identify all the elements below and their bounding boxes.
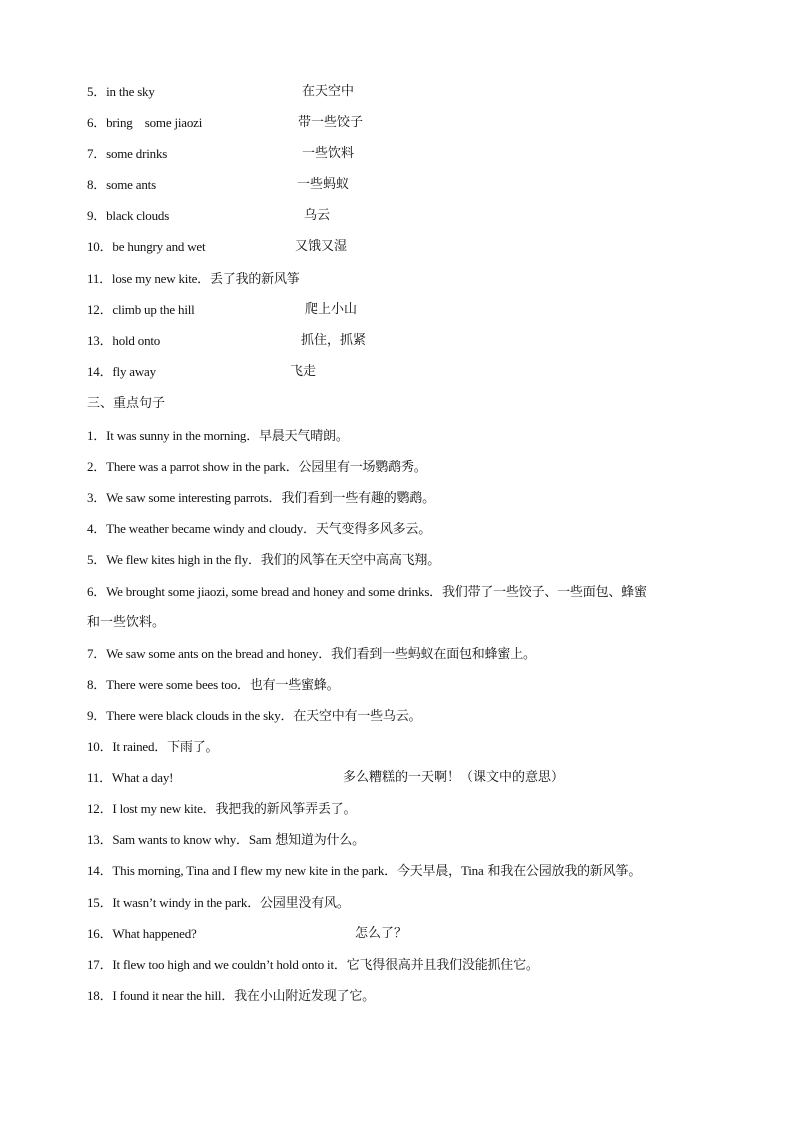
phrase-english: lose my new kite． (111, 271, 210, 286)
phrase-english: black clouds (106, 208, 170, 223)
sentence-item (87, 646, 536, 663)
sentence-english: I found it near the hill． (112, 988, 235, 1003)
sentence-english: What a day! (111, 770, 174, 785)
sentence-english: It was sunny in the morning． (106, 428, 260, 443)
phrase-chinese: 抓住，抓紧 (301, 333, 367, 348)
sentence-item (87, 428, 349, 445)
phrase-english: be hungry and wet (112, 239, 206, 254)
item-number: 9． (87, 708, 107, 723)
sentence-chinese: 我把我的新风筝弄丢了。 (215, 802, 357, 817)
sentence-item (87, 459, 427, 476)
sentence-chinese: 想知道为什么。 (275, 833, 365, 848)
sentence-english: Sam wants to know why．Sam (112, 832, 272, 847)
sentence-english: We brought some jiaozi, some bread and honey and some drinks． (106, 584, 442, 599)
phrase-item (87, 302, 195, 318)
sentence-item (87, 770, 173, 786)
sentence-chinese: 公园里有一场鹦鹉秀。 (298, 460, 427, 475)
sentence-english: We saw some ants on the bread and honey． (106, 646, 331, 661)
sentence-item (87, 708, 421, 725)
item-number: 10． (87, 739, 113, 754)
item-number: 13． (87, 333, 113, 348)
phrase-item (87, 239, 205, 255)
sentence-item (87, 957, 539, 974)
sentence-english: It wasn’t windy in the park． (112, 895, 261, 910)
phrase-chinese: 爬上小山 (305, 302, 358, 317)
item-number: 3． (87, 490, 107, 505)
sentence-chinese: 我们看到一些有趣的鹦鹉。 (281, 491, 435, 506)
phrase-item (87, 333, 160, 349)
item-number: 17． (87, 957, 113, 972)
phrase-item (87, 115, 202, 131)
item-number: 12． (87, 801, 113, 816)
sentence-chinese-continuation: 和一些饮料。 (87, 615, 166, 630)
sentence-english: This morning, Tina and I flew my new kite in the park．今天早晨，Tina (112, 863, 484, 878)
sentence-item (87, 832, 365, 849)
phrase-chinese: 一些蚂蚁 (297, 177, 350, 192)
phrase-item (87, 208, 169, 224)
phrase-english: hold onto (112, 333, 161, 348)
sentence-item (87, 801, 356, 818)
item-number: 5． (87, 84, 107, 99)
sentence-english: It flew too high and we couldn’t hold onto it． (112, 957, 347, 972)
phrase-item (87, 364, 156, 380)
sentence-english: I lost my new kite． (112, 801, 216, 816)
item-number: 7． (87, 646, 107, 661)
item-number: 11． (87, 271, 112, 286)
phrase-chinese: 乌云 (304, 208, 331, 223)
item-number: 6． (87, 584, 107, 599)
sentence-chinese: 公园里没有风。 (260, 896, 350, 911)
phrase-english: climb up the hill (112, 302, 195, 317)
sentence-english: There were black clouds in the sky． (106, 708, 294, 723)
item-number: 7． (87, 146, 107, 161)
sentence-item (87, 863, 641, 880)
sentence-item (87, 490, 435, 507)
phrase-english: in the sky (106, 84, 155, 99)
item-number: 2． (87, 459, 107, 474)
phrase-item (87, 177, 156, 193)
item-number: 16． (87, 926, 113, 941)
sentence-item (87, 584, 647, 601)
sentence-chinese: 下雨了。 (167, 740, 219, 755)
sentence-chinese: 天气变得多风多云。 (315, 522, 432, 537)
item-number: 10． (87, 239, 113, 254)
item-number: 13． (87, 832, 113, 847)
phrase-english: some ants (106, 177, 156, 192)
item-number: 1． (87, 428, 107, 443)
sentence-chinese: 多么糟糕的一天啊！（课文中的意思） (343, 770, 565, 785)
item-number: 8． (87, 177, 107, 192)
sentence-english: There was a parrot show in the park． (106, 459, 299, 474)
sentence-chinese: 也有一些蜜蜂。 (249, 678, 340, 693)
sentence-english: The weather became windy and cloudy． (106, 521, 316, 536)
phrase-chinese: 一些饮料 (302, 146, 355, 161)
phrase-english: fly away (112, 364, 156, 379)
phrase-chinese: 在天空中 (302, 84, 355, 99)
sentence-chinese: 我们带了一些饺子、一些面包、蜂蜜 (441, 585, 647, 600)
phrase-item (87, 84, 155, 100)
item-number: 15． (87, 895, 113, 910)
sentence-item (87, 521, 431, 538)
phrase-english: some drinks (106, 146, 168, 161)
sentence-chinese: 早晨天气晴朗。 (259, 429, 349, 444)
phrase-item (87, 271, 300, 288)
phrase-chinese: 带一些饺子 (298, 115, 364, 130)
sentence-item (87, 988, 375, 1005)
phrase-chinese: 飞走 (290, 364, 317, 379)
sentence-chinese: 我们的风筝在天空中高高飞翔。 (260, 553, 441, 568)
item-number: 14． (87, 863, 113, 878)
item-number: 18． (87, 988, 113, 1003)
item-number: 5． (87, 552, 107, 567)
sentence-chinese: 在天空中有一些乌云。 (293, 709, 422, 724)
item-number: 11． (87, 770, 112, 785)
sentence-chinese: 我们看到一些蚂蚁在面包和蜂蜜上。 (331, 647, 536, 662)
item-number: 8． (87, 677, 107, 692)
item-number: 14． (87, 364, 113, 379)
item-number: 6． (87, 115, 107, 130)
sentence-item (87, 895, 350, 912)
sentence-english: What happened? (112, 926, 197, 941)
sentence-item (87, 552, 440, 569)
sentence-english: There were some bees too． (106, 677, 250, 692)
sentence-chinese: 和我在公园放我的新风筝。 (487, 864, 642, 879)
item-number: 9． (87, 208, 107, 223)
sentence-english: We saw some interesting parrots． (106, 490, 282, 505)
sentence-chinese: 怎么了？ (355, 926, 408, 941)
sentence-item (87, 739, 218, 756)
sentence-item (87, 677, 339, 694)
phrase-item (87, 146, 167, 162)
sentence-chinese: 我在小山附近发现了它。 (234, 989, 375, 1004)
section-heading: 三、重点句子 (87, 396, 166, 411)
sentence-english: It rained． (112, 739, 168, 754)
phrase-english: bring some jiaozi (106, 115, 203, 130)
item-number: 12． (87, 302, 113, 317)
sentence-item (87, 926, 197, 942)
phrase-chinese: 又饿又湿 (295, 239, 348, 254)
item-number: 4． (87, 521, 107, 536)
phrase-chinese: 丢了我的新风筝 (209, 272, 300, 287)
sentence-english: We flew kites high in the fly． (106, 552, 261, 567)
sentence-chinese: 它飞得很高并且我们没能抓住它。 (346, 958, 539, 973)
